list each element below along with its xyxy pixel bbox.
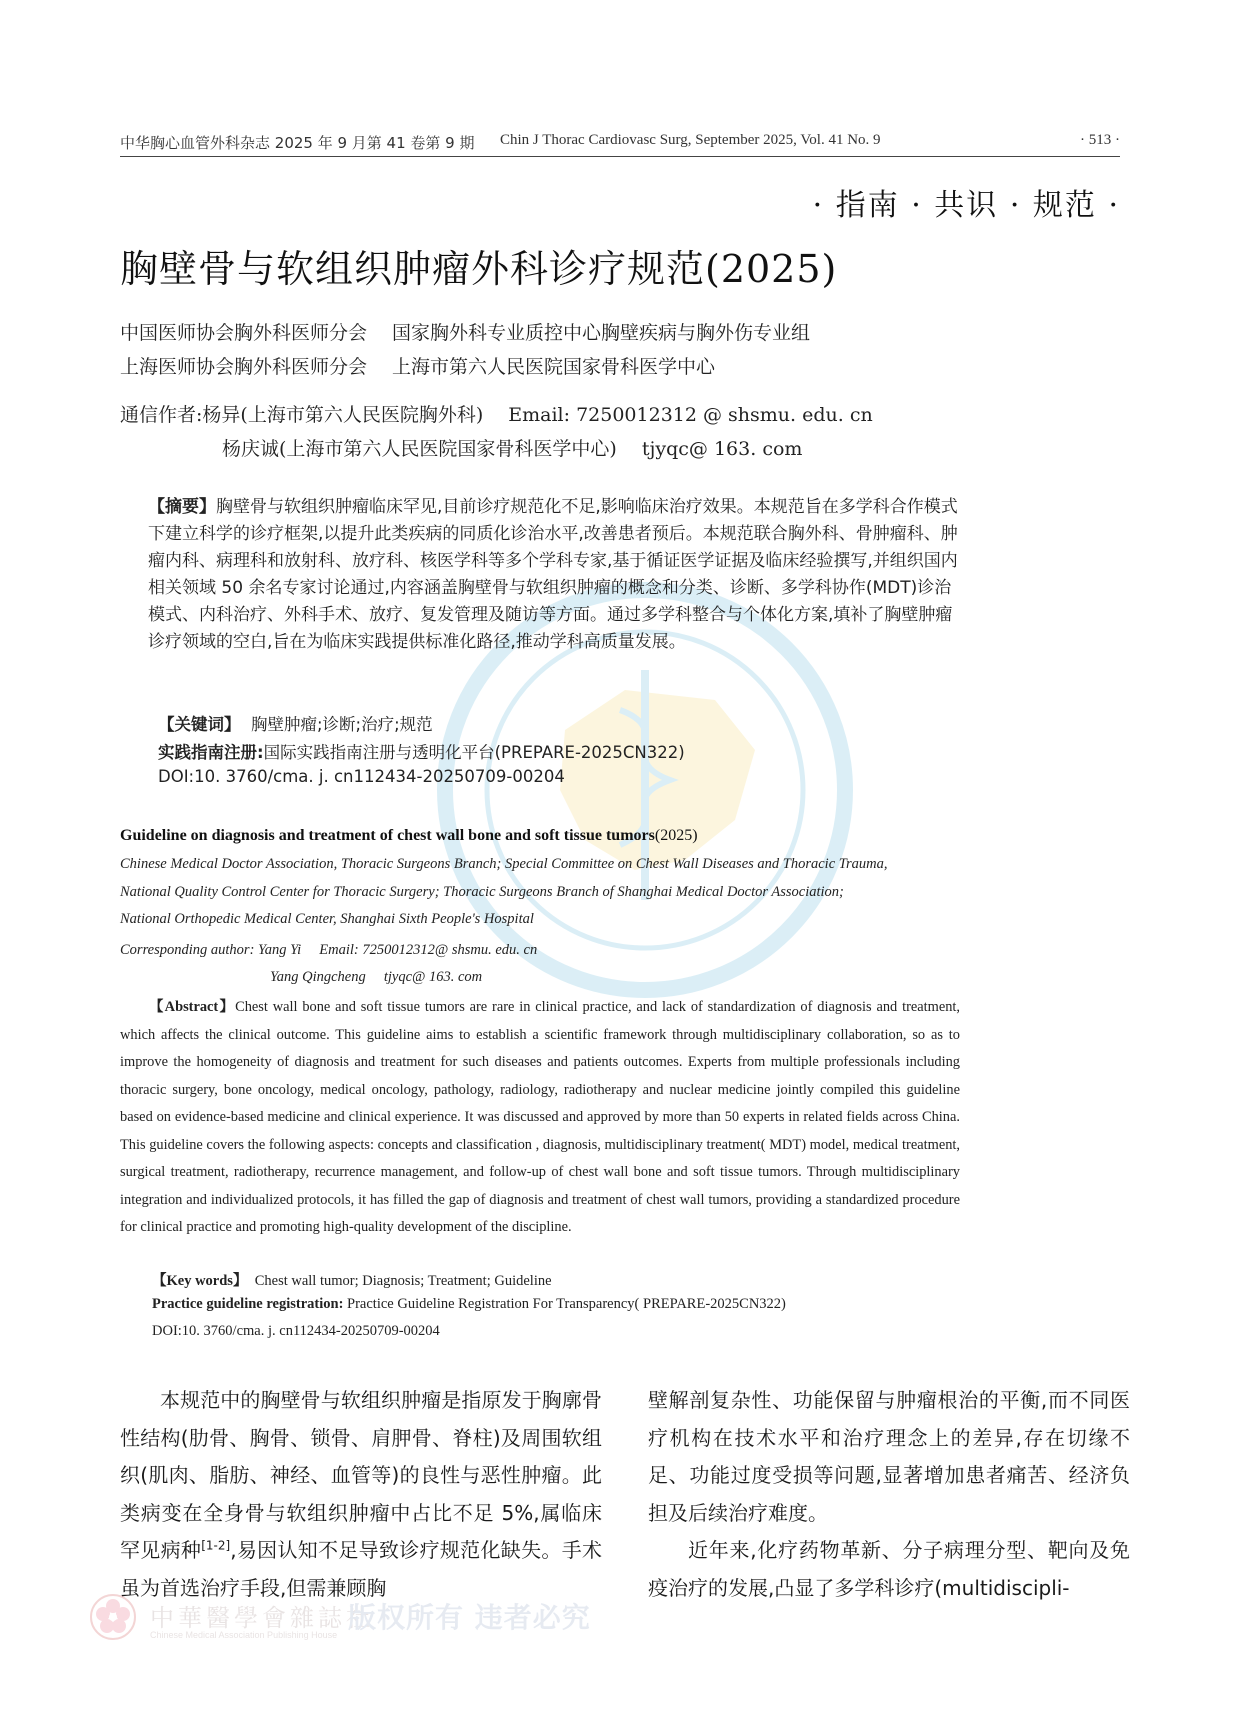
keywords-en-text: Chest wall tumor; Diagnosis; Treatment; Guideline [254,1273,552,1289]
copyright-stamp: 版权所有 违者必究 [348,1601,591,1634]
english-corresponding-2: Yang Qingcheng tjyqc@ 163. com [270,969,483,985]
registration-en-text: Practice Guideline Registration For Transparency( PREPARE-2025CN322) [347,1296,786,1312]
organization-line-2: 上海医师协会胸外科医师分会 上海市第六人民医院国家骨科医学中心 [120,356,716,378]
doi-cn: DOI:10. 3760/cma. j. cn112434-20250709-00204 [158,767,565,786]
english-affiliation-3: National Orthopedic Medical Center, Shanghai Sixth People's Hospital [120,911,534,927]
keywords-en-label: 【Key words】 [152,1273,248,1289]
registration-en [152,1296,786,1313]
english-affiliation-1: Chinese Medical Doctor Association, Thoracic Surgeons Branch; Special Committee on Chest Wall Diseases and Thoracic Trauma, [120,856,888,872]
abstract-en [120,994,960,1242]
body-left-column [120,1382,602,1607]
abstract-cn-label: 【摘要】 [148,497,216,517]
registration-cn-text: 国际实践指南注册与透明化平台(PREPARE-2025CN322) [263,743,685,762]
registration-cn [158,739,685,763]
publisher-name-cn: 中華醫學會雜誌社 [150,1604,374,1632]
body-right-column [648,1382,1130,1607]
keywords-cn-text: 胸壁肿瘤;诊断;治疗;规范 [251,715,433,734]
body-paragraph-2: 近年来,化疗药物革新、分子病理分型、靶向及免疫治疗的发展,凸显了多学科诊疗(multidiscipli- [648,1538,1130,1600]
journal-header-cn: 中华胸心血管外科杂志 2025 年 9 月第 41 卷第 9 期 [120,134,475,152]
english-title-year: (2025) [654,827,698,844]
registration-en-label: Practice guideline registration: [152,1296,344,1312]
corresponding-author-1: 通信作者:杨异(上海市第六人民医院胸外科) Email: 7250012312 @ shsmu. edu. cn [120,404,873,426]
publisher-name-en: Chinese Medical Association Publishing House [150,1630,338,1640]
corresponding-author-2: 杨庆诚(上海市第六人民医院国家骨科医学中心) tjyqc@ 163. com [222,438,803,460]
abstract-en-text: Chest wall bone and soft tissue tumors are rare in clinical practice, and lack of standardization of diagnosis and treatment, which affects the clinical outcome. This guideline aims to establish a scientific framework through multidisciplinary collaboration, so as to improve the homogeneity of diagnosis and treatment for such diseases and patients outcomes. Experts from multiple professionals including thoracic surgery, bone oncology, medical oncology, pathology, radiology, radiotherapy and nuclear medicine jointly compiled this guideline based on evidence-based medicine and clinical experience. It was discussed and approved by more than 50 experts in related fields across China. This guideline covers the following aspects: concepts and classification , diagnosis, multidisciplinary treatment( MDT) model, medical treatment, surgical treatment, radiotherapy, recurrence management, and follow-up of chest wall bone and soft tissue tumors. Through multidisciplinary integration and individualized protocols, it has filled the gap of diagnosis and treatment of chest wall tumors, providing a standardized procedure for clinical practice and promoting high-quality development of the discipline. [120,999,961,1235]
body-paragraph-1-continued: 壁解剖复杂性、功能保留与肿瘤根治的平衡,而不同医疗机构在技术水平和治疗理念上的差异,存在切缘不足、功能过度受损等问题,显著增加患者痛苦、经济负担及后续治疗难度。 [648,1388,1130,1525]
abstract-cn [148,494,958,656]
body-paragraph-1-text: 本规范中的胸壁骨与软组织肿瘤是指原发于胸廓骨性结构(肋骨、胸骨、锁骨、肩胛骨、脊柱)及周围软组织(肌肉、脂肪、神经、血管等)的良性与恶性肿瘤。此类病变在全身骨与软组织肿瘤中占比不足 5%,属临床罕见病种 [120,1388,602,1562]
keywords-cn-label: 【关键词】 [158,715,241,734]
section-tag: · 指南 · 共识 · 规范 · [812,188,1120,223]
page-number: · 513 · [1080,132,1120,148]
citation-ref[interactable]: [1-2] [201,1538,231,1553]
publisher-flower-icon [88,1592,138,1642]
english-corresponding-1: Corresponding author: Yang Yi Email: 7250012312@ shsmu. edu. cn [120,942,538,958]
english-title-text: Guideline on diagnosis and treatment of chest wall bone and soft tissue tumors [120,827,655,844]
doi-en: DOI:10. 3760/cma. j. cn112434-20250709-00204 [152,1323,440,1339]
abstract-cn-text: 胸壁骨与软组织肿瘤临床罕见,目前诊疗规范化不足,影响临床治疗效果。本规范旨在多学科合作模式下建立科学的诊疗框架,以提升此类疾病的同质化诊治水平,改善患者预后。本规范联合胸外科、骨肿瘤科、肿瘤内科、病理科和放射科、放疗科、核医学科等多个学科专家,基于循证医学证据及临床经验撰写,并组织国内相关领域 50 余名专家讨论通过,内容涵盖胸壁骨与软组织肿瘤的概念和分类、诊断、多学科协作(MDT)诊治模式、内科治疗、外科手术、放疗、复发管理及随访等方面。通过多学科整合与个体化方案,填补了胸壁肿瘤诊疗领域的空白,旨在为临床实践提供标准化路径,推动学科高质量发展。 [148,497,958,652]
body-paragraph-1-text-cont: ,易因认知不足导致诊疗规范化缺失。手术虽为首选治疗手段,但需兼顾胸 [120,1538,603,1600]
keywords-en [152,1269,552,1290]
keywords-cn [158,711,433,735]
english-title [120,827,698,845]
english-affiliation-2: National Quality Control Center for Thoracic Surgery; Thoracic Surgeons Branch of Shanghai Medical Doctor Association; [120,884,844,900]
publisher-logo [88,1592,591,1648]
abstract-en-label: 【Abstract】 [149,999,236,1015]
article-title: 胸壁骨与软组织肿瘤外科诊疗规范(2025) [120,247,838,291]
journal-header-en: Chin J Thorac Cardiovasc Surg, September 2025, Vol. 41 No. 9 [500,132,881,148]
organization-line-1: 中国医师协会胸外科医师分会 国家胸外科专业质控中心胸壁疾病与胸外伤专业组 [120,322,811,344]
body-paragraph-1 [120,1382,602,1607]
registration-cn-label: 实践指南注册: [158,743,264,762]
header-rule [120,156,1120,157]
